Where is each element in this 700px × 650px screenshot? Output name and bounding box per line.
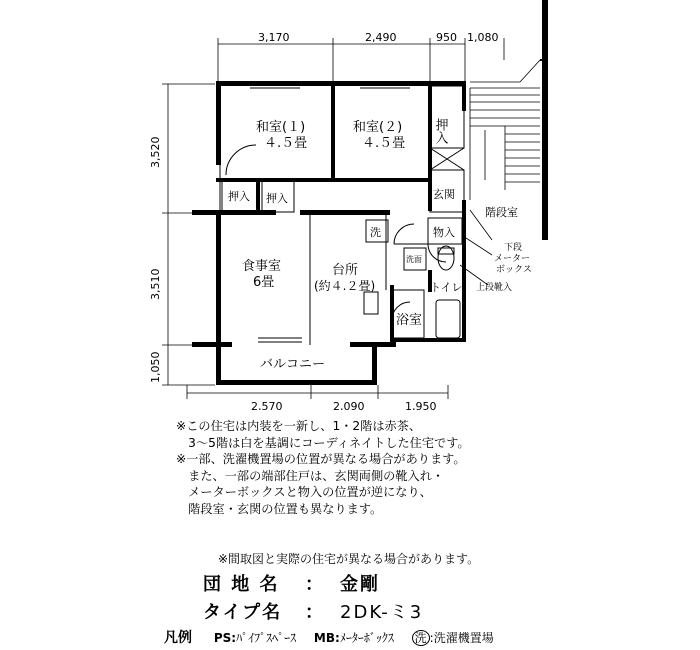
- room-oshiire-tall: 押入: [432, 118, 448, 144]
- legend: [164, 627, 494, 647]
- room-sen: 洗: [370, 226, 381, 239]
- note-line-4: また、一部の端部住戸は、玄関両側の靴入れ・: [176, 468, 445, 483]
- room-oshiire-mid: 押入: [266, 192, 288, 205]
- dim-top-4: 1,080: [467, 31, 499, 44]
- label-gedan: 下段: [504, 243, 523, 253]
- legend-wash-value: :洗濯機置場: [429, 631, 494, 645]
- note-line-1: ※この住宅は内装を一新し、1・2階は赤茶、: [176, 419, 422, 433]
- dim-left-1: 3,520: [149, 136, 162, 168]
- legend-mb-value: ﾒｰﾀｰﾎﾞｯｸｽ: [339, 631, 394, 645]
- dim-top-1: 3,170: [258, 31, 290, 44]
- notes: [176, 418, 686, 518]
- room-genkan: 玄関: [433, 188, 455, 201]
- note-line-6: 階段室・玄関の位置も異なります。: [176, 501, 383, 516]
- label-box: ボックス: [496, 265, 532, 275]
- legend-ps-key: PS:: [213, 631, 237, 645]
- room-washitsu-2-name: 和室(２): [353, 120, 403, 135]
- complex-value: 金剛: [340, 574, 380, 595]
- legend-mb-key: MB:: [313, 631, 340, 645]
- note-line-2: 3～5階は白を基調にコーディネイトした住宅です。: [176, 435, 470, 450]
- room-daidokoro-name: 台所: [332, 263, 359, 278]
- legend-title: 凡例: [164, 630, 192, 646]
- type-colon: ：: [305, 602, 325, 623]
- dim-top-3: 950: [436, 31, 457, 44]
- disclaimer: ※間取図と実際の住宅が異なる場合があります。: [218, 552, 480, 566]
- room-toire: トイレ: [430, 281, 463, 294]
- label-jodan: 上段靴入: [476, 283, 513, 293]
- room-senmen: 洗面: [406, 255, 422, 264]
- stair-wall: [542, 0, 548, 240]
- room-washitsu-1-size: ４.５畳: [264, 136, 308, 151]
- note-line-3: ※一部、洗濯機置場の位置が異なる場合があります。: [176, 452, 466, 467]
- room-kaidanshitsu: 階段室: [485, 206, 518, 219]
- stairwell: [460, 60, 540, 285]
- type-label: タイプ名: [203, 602, 283, 623]
- room-oshiire-left: 押入: [228, 190, 250, 203]
- dim-left-2: 3,510: [149, 268, 162, 300]
- room-washitsu-2-size: ４.５畳: [362, 136, 406, 151]
- room-shokujishitsu-size: 6畳: [253, 275, 275, 290]
- room-monoire: 物入: [433, 226, 455, 239]
- room-yokushitsu: 浴室: [396, 313, 423, 328]
- room-daidokoro-size: (約４.２畳): [314, 279, 376, 293]
- dim-bottom-2: 2,090: [333, 400, 365, 410]
- legend-wash-key: 洗: [412, 630, 430, 646]
- dim-top-2: 2,490: [365, 31, 397, 44]
- dim-bottom-1: 2,570: [251, 400, 283, 410]
- complex-label: 団 地 名: [203, 574, 280, 595]
- type-value: 2DK-ミ3: [340, 602, 424, 623]
- legend-ps-value: ﾊﾟｲﾌﾟｽﾍﾟｰｽ: [236, 631, 297, 645]
- note-line-5: メーターボックスと物入の位置が逆になり、: [176, 485, 432, 500]
- walls: [192, 81, 466, 385]
- dim-bottom-3: 1,950: [405, 400, 437, 410]
- complex-colon: ：: [305, 574, 325, 595]
- label-meter: メーター: [494, 254, 531, 264]
- dim-left-3: 1,050: [149, 351, 162, 383]
- room-balcony: バルコニー: [260, 357, 326, 372]
- room-washitsu-1-name: 和室(１): [256, 120, 306, 135]
- room-shokujishitsu-name: 食事室: [242, 259, 282, 274]
